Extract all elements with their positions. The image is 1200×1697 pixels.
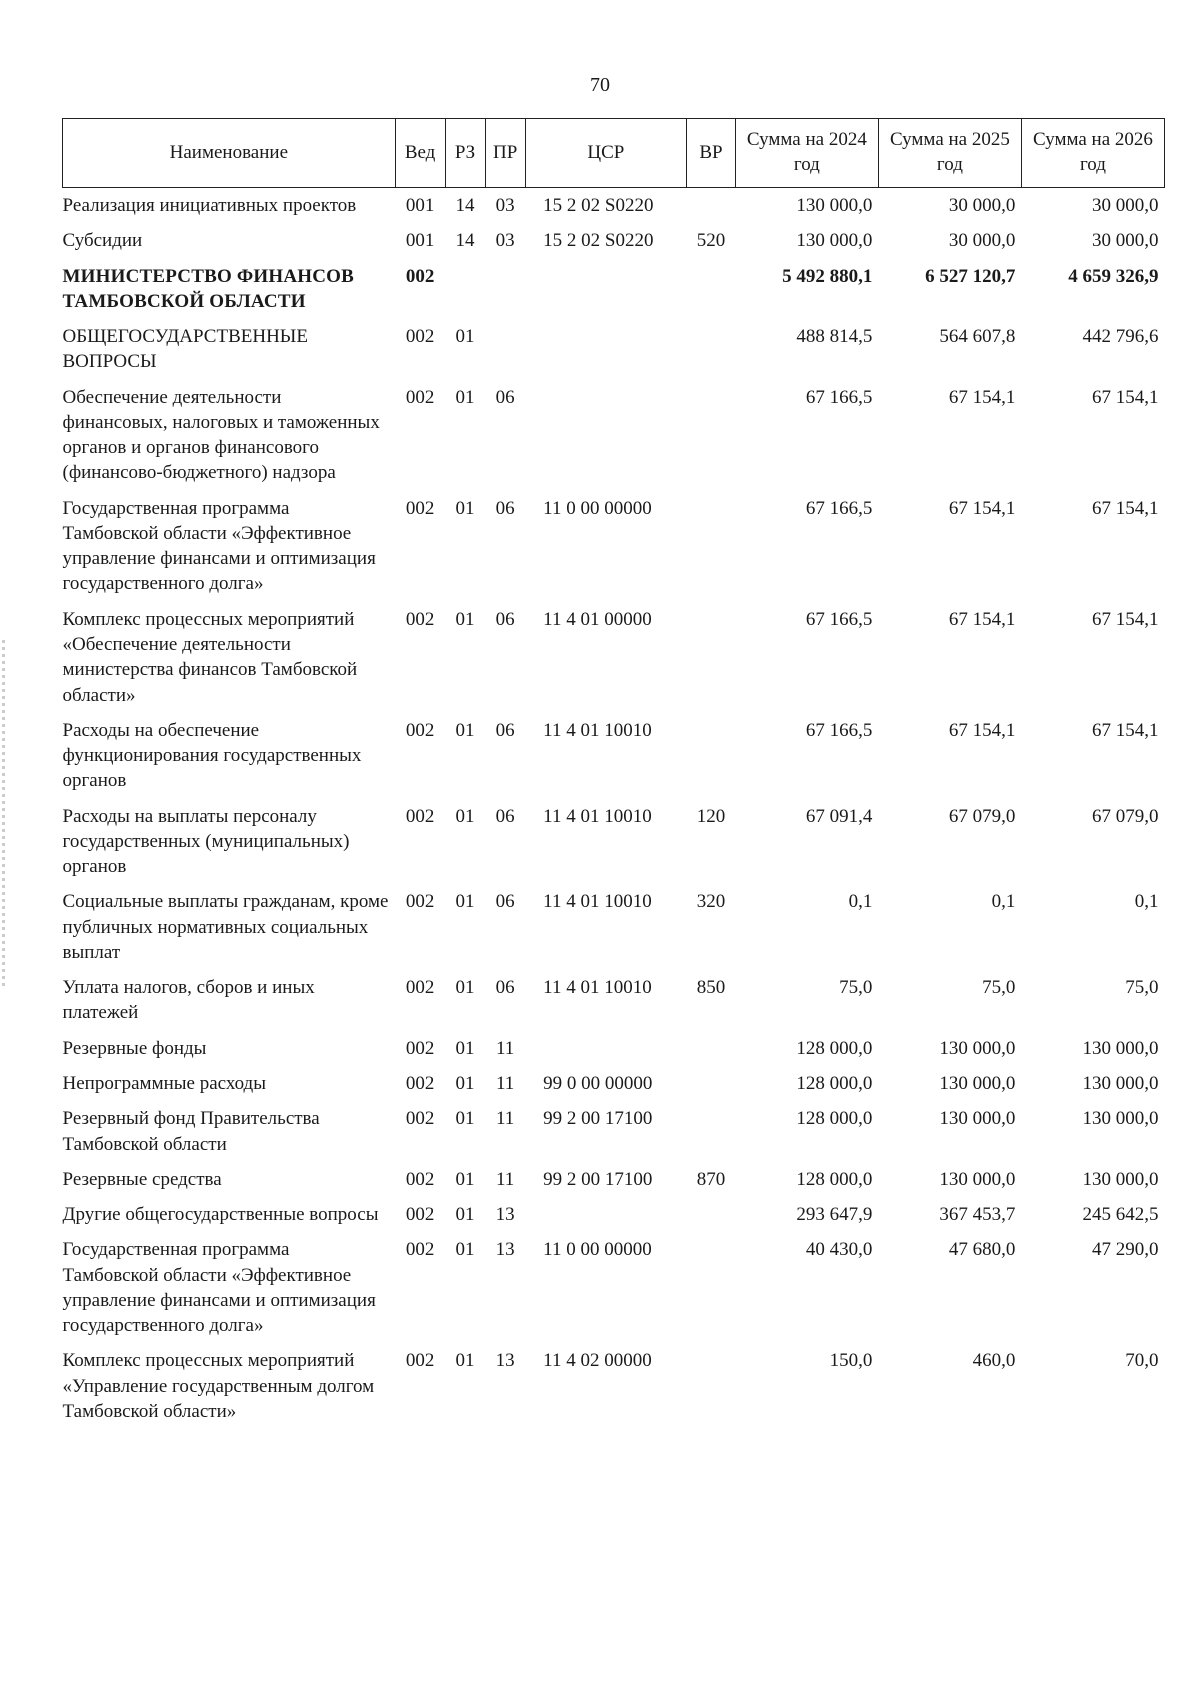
cell-vr [687, 319, 736, 380]
cell-ved: 001 [405, 230, 435, 252]
cell-sum-2026: 67 154,1 [1092, 497, 1159, 519]
cell-ved: 002 [405, 497, 435, 519]
cell-sum-2026: 67 154,1 [1092, 608, 1159, 630]
cell-rz: 01 [455, 1168, 475, 1190]
cell-sum-2024: 128 000,0 [796, 1168, 873, 1190]
table-row [63, 223, 1165, 258]
cell-name: Другие общегосударственные вопросы [62, 1204, 379, 1226]
cell-ved: 002 [405, 1204, 435, 1226]
header-vr: ВР [687, 119, 736, 188]
header-sum-2026: Сумма на 2026 год [1021, 119, 1164, 188]
cell-sum-2024: 67 091,4 [805, 805, 873, 827]
cell-sum-2025: 130 000,0 [939, 1108, 1016, 1130]
cell-sum-2024: 128 000,0 [796, 1072, 873, 1094]
cell-vr [687, 1031, 736, 1066]
cell-csr [525, 259, 686, 320]
budget-table-container [62, 118, 1165, 1429]
cell-sum-2026: 70,0 [1125, 1350, 1159, 1372]
cell-sum-2026: 30 000,0 [1092, 195, 1159, 216]
cell-sum-2024: 67 166,5 [805, 386, 873, 408]
cell-sum-2025: 67 154,1 [948, 497, 1016, 519]
cell-csr: 11 4 01 10010 [543, 719, 652, 741]
cell-sum-2024: 5 492 880,1 [782, 265, 873, 287]
cell-csr: 15 2 02 S0220 [543, 230, 654, 252]
cell-csr: 99 2 00 17100 [543, 1168, 653, 1190]
cell-name: Комплекс процессных мероприятий «Управление государственным долгом Тамбовской области» [62, 1350, 375, 1422]
cell-sum-2026: 0,1 [1134, 891, 1159, 913]
cell-name: Государственная программа Тамбовской области «Эффективное управление финансами и оптимизация государственного долга» [62, 1239, 376, 1337]
cell-ved: 002 [405, 1108, 435, 1130]
cell-rz: 01 [455, 805, 475, 827]
cell-rz [445, 259, 485, 320]
cell-sum-2026: 245 642,5 [1082, 1204, 1159, 1226]
cell-pr: 06 [495, 719, 515, 741]
cell-sum-2024: 128 000,0 [796, 1037, 873, 1059]
header-name: Наименование [63, 119, 396, 188]
cell-ved: 002 [405, 265, 435, 287]
cell-csr [525, 1031, 686, 1066]
cell-sum-2025: 30 000,0 [948, 230, 1016, 252]
cell-name: Резервные средства [62, 1168, 222, 1190]
cell-sum-2024: 293 647,9 [796, 1204, 873, 1226]
cell-ved: 002 [405, 805, 435, 827]
cell-pr: 11 [495, 1108, 515, 1130]
table-row [63, 1343, 1165, 1429]
cell-sum-2024: 488 814,5 [796, 326, 873, 348]
cell-pr: 13 [495, 1204, 515, 1226]
cell-sum-2025: 367 453,7 [939, 1204, 1016, 1226]
budget-table [62, 118, 1165, 1429]
cell-vr [687, 188, 736, 224]
cell-ved: 002 [405, 326, 435, 348]
header-rz: РЗ [445, 119, 485, 188]
table-row [63, 1031, 1165, 1066]
cell-ved: 002 [405, 1239, 435, 1261]
cell-pr: 11 [495, 1037, 515, 1059]
cell-sum-2024: 75,0 [839, 977, 873, 999]
cell-rz: 01 [455, 719, 475, 741]
cell-pr: 06 [495, 891, 515, 913]
cell-name: Уплата налогов, сборов и иных платежей [62, 977, 315, 1024]
cell-vr [687, 380, 736, 491]
cell-ved: 002 [405, 386, 435, 408]
cell-pr: 13 [495, 1350, 515, 1372]
cell-sum-2026: 67 154,1 [1092, 719, 1159, 741]
cell-sum-2025: 67 079,0 [948, 805, 1016, 827]
cell-rz: 14 [455, 195, 475, 216]
cell-ved: 002 [405, 977, 435, 999]
cell-name: Расходы на выплаты персоналу государственных (муниципальных) органов [62, 805, 350, 878]
cell-sum-2024: 0,1 [848, 891, 873, 913]
cell-ved: 002 [405, 1037, 435, 1059]
table-row [63, 799, 1165, 885]
table-row [63, 884, 1165, 970]
cell-csr: 11 0 00 00000 [543, 1239, 652, 1261]
cell-ved: 002 [405, 891, 435, 913]
cell-vr [687, 602, 736, 713]
cell-name: Субсидии [62, 230, 143, 252]
cell-ved: 002 [405, 1350, 435, 1372]
table-row [63, 188, 1165, 224]
table-row [63, 970, 1165, 1031]
cell-sum-2026: 75,0 [1125, 977, 1159, 999]
cell-ved: 002 [405, 1168, 435, 1190]
cell-vr: 120 [696, 805, 726, 827]
table-row [63, 1232, 1165, 1343]
cell-name: Комплекс процессных мероприятий «Обеспечение деятельности министерства финансов Тамбовской области» [62, 608, 358, 706]
cell-vr: 850 [696, 977, 726, 999]
table-row [63, 1101, 1165, 1162]
table-row [63, 319, 1165, 380]
cell-pr: 11 [495, 1072, 515, 1094]
table-row [63, 380, 1165, 491]
header-csr: ЦСР [525, 119, 686, 188]
cell-sum-2024: 67 166,5 [805, 719, 873, 741]
cell-rz: 01 [455, 1204, 475, 1226]
cell-sum-2025: 460,0 [972, 1350, 1016, 1372]
table-row [63, 1066, 1165, 1101]
cell-name: Реализация инициативных проектов [62, 195, 357, 216]
cell-rz: 01 [455, 1037, 475, 1059]
header-pr: ПР [485, 119, 525, 188]
cell-rz: 01 [455, 1239, 475, 1261]
cell-name: Расходы на обеспечение функционирования государственных органов [62, 719, 362, 792]
cell-vr [687, 1101, 736, 1162]
cell-pr [485, 319, 525, 380]
table-body [63, 188, 1165, 1430]
cell-csr: 11 0 00 00000 [543, 497, 652, 519]
cell-sum-2026: 4 659 326,9 [1068, 265, 1159, 287]
cell-pr: 06 [495, 608, 515, 630]
cell-sum-2025: 67 154,1 [948, 386, 1016, 408]
cell-sum-2025: 30 000,0 [948, 195, 1016, 216]
cell-rz: 01 [455, 891, 475, 913]
cell-name: Резервный фонд Правительства Тамбовской области [62, 1108, 320, 1155]
table-row [63, 1162, 1165, 1197]
cell-name: Резервные фонды [62, 1037, 207, 1059]
cell-vr [687, 1232, 736, 1343]
cell-pr: 11 [495, 1168, 515, 1190]
cell-sum-2025: 6 527 120,7 [925, 265, 1016, 287]
cell-rz: 01 [455, 1350, 475, 1372]
cell-vr [687, 1066, 736, 1101]
header-row [63, 119, 1165, 188]
cell-sum-2025: 47 680,0 [948, 1239, 1016, 1261]
cell-csr: 11 4 01 10010 [543, 977, 652, 999]
cell-sum-2026: 30 000,0 [1092, 230, 1159, 252]
cell-pr [485, 259, 525, 320]
cell-rz: 01 [455, 386, 475, 408]
cell-name: ОБЩЕГОСУДАРСТВЕННЫЕ ВОПРОСЫ [62, 326, 308, 373]
page-number: 70 [590, 74, 610, 96]
cell-rz: 01 [455, 1108, 475, 1130]
cell-csr: 11 4 01 10010 [543, 805, 652, 827]
table-row [63, 491, 1165, 602]
cell-pr: 03 [495, 195, 515, 216]
table-row [63, 259, 1165, 320]
cell-sum-2024: 67 166,5 [805, 497, 873, 519]
cell-csr [525, 380, 686, 491]
cell-sum-2025: 130 000,0 [939, 1168, 1016, 1190]
cell-sum-2026: 130 000,0 [1082, 1108, 1159, 1130]
cell-pr: 13 [495, 1239, 515, 1261]
cell-csr [525, 1197, 686, 1232]
cell-ved: 002 [405, 608, 435, 630]
cell-csr: 15 2 02 S0220 [543, 195, 654, 216]
cell-pr: 06 [495, 977, 515, 999]
cell-vr [687, 1197, 736, 1232]
cell-sum-2025: 130 000,0 [939, 1072, 1016, 1094]
cell-vr: 870 [696, 1168, 726, 1190]
cell-csr: 11 4 02 00000 [543, 1350, 652, 1372]
cell-vr: 520 [696, 230, 726, 252]
cell-sum-2026: 442 796,6 [1082, 326, 1159, 348]
cell-sum-2026: 130 000,0 [1082, 1072, 1159, 1094]
table-header [63, 119, 1165, 188]
table-row [63, 602, 1165, 713]
cell-vr: 320 [696, 891, 726, 913]
cell-pr: 06 [495, 386, 515, 408]
cell-sum-2026: 67 079,0 [1092, 805, 1159, 827]
cell-rz: 01 [455, 608, 475, 630]
cell-csr: 99 2 00 17100 [543, 1108, 653, 1130]
cell-rz: 01 [455, 977, 475, 999]
cell-sum-2026: 130 000,0 [1082, 1168, 1159, 1190]
cell-sum-2025: 67 154,1 [948, 719, 1016, 741]
scan-edge-mark [2, 640, 5, 990]
cell-name: Государственная программа Тамбовской области «Эффективное управление финансами и оптимизация государственного долга» [62, 497, 376, 595]
cell-sum-2026: 130 000,0 [1082, 1037, 1159, 1059]
cell-sum-2025: 564 607,8 [939, 326, 1016, 348]
cell-vr [687, 259, 736, 320]
cell-name: Социальные выплаты гражданам, кроме публичных нормативных социальных выплат [62, 891, 389, 963]
cell-pr: 03 [495, 230, 515, 252]
cell-vr [687, 1343, 736, 1429]
cell-sum-2024: 67 166,5 [805, 608, 873, 630]
header-sum-2025: Сумма на 2025 год [878, 119, 1021, 188]
cell-sum-2025: 0,1 [991, 891, 1016, 913]
cell-csr [525, 319, 686, 380]
cell-csr: 11 4 01 00000 [543, 608, 652, 630]
cell-csr: 11 4 01 10010 [543, 891, 652, 913]
cell-rz: 01 [455, 497, 475, 519]
cell-sum-2025: 67 154,1 [948, 608, 1016, 630]
cell-name: Обеспечение деятельности финансовых, налоговых и таможенных органов и органов финансового (финансово-бюджетного) надзора [62, 386, 380, 484]
cell-ved: 001 [405, 195, 435, 216]
header-sum-2024: Сумма на 2024 год [735, 119, 878, 188]
cell-sum-2024: 130 000,0 [796, 230, 873, 252]
cell-sum-2024: 130 000,0 [796, 195, 873, 216]
cell-sum-2025: 130 000,0 [939, 1037, 1016, 1059]
cell-sum-2026: 67 154,1 [1092, 386, 1159, 408]
cell-sum-2024: 128 000,0 [796, 1108, 873, 1130]
cell-name: Непрограммные расходы [62, 1072, 266, 1094]
header-ved: Вед [395, 119, 445, 188]
cell-ved: 002 [405, 1072, 435, 1094]
cell-name: МИНИСТЕРСТВО ФИНАНСОВ ТАМБОВСКОЙ ОБЛАСТИ [62, 265, 355, 312]
table-row [63, 1197, 1165, 1232]
cell-vr [687, 491, 736, 602]
cell-csr: 99 0 00 00000 [543, 1072, 653, 1094]
cell-vr [687, 713, 736, 799]
cell-sum-2025: 75,0 [982, 977, 1016, 999]
cell-sum-2024: 40 430,0 [805, 1239, 873, 1261]
cell-sum-2024: 150,0 [829, 1350, 873, 1372]
cell-rz: 01 [455, 326, 475, 348]
cell-ved: 002 [405, 719, 435, 741]
table-row [63, 713, 1165, 799]
cell-pr: 06 [495, 497, 515, 519]
cell-sum-2026: 47 290,0 [1092, 1239, 1159, 1261]
cell-rz: 01 [455, 1072, 475, 1094]
cell-rz: 14 [455, 230, 475, 252]
cell-pr: 06 [495, 805, 515, 827]
